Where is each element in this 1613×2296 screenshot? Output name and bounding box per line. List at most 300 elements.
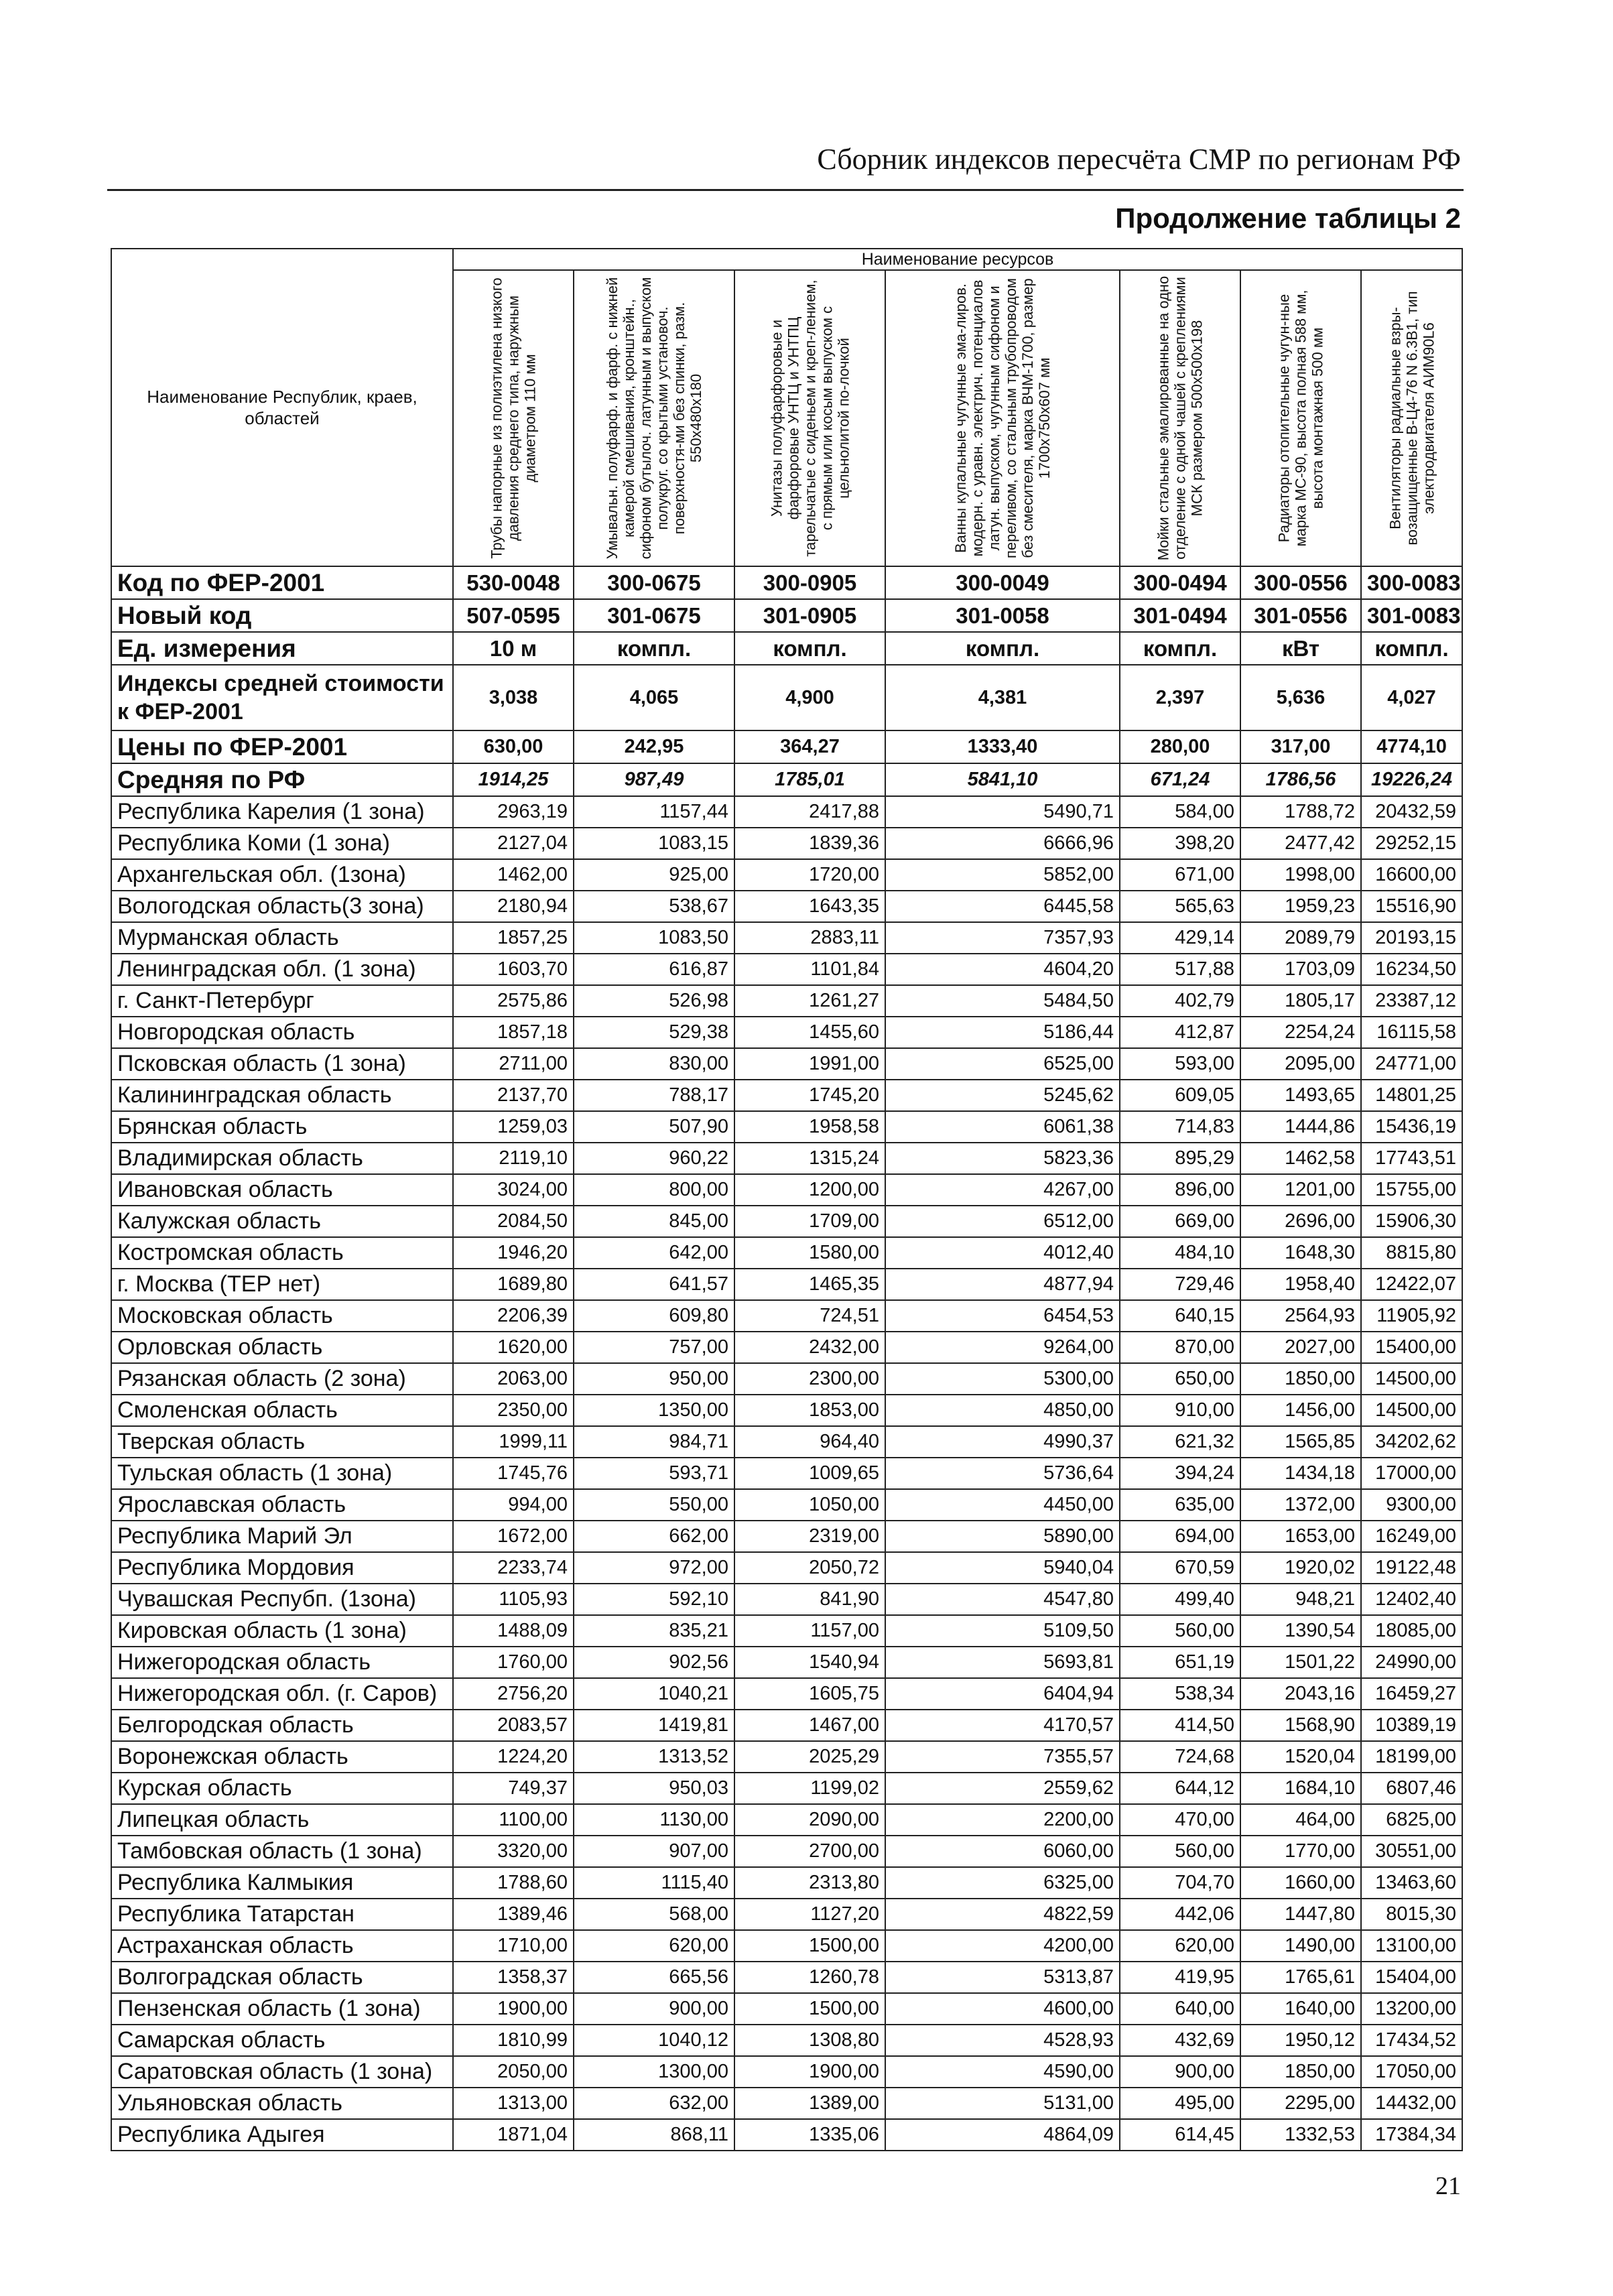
table-cell: 1709,00 bbox=[734, 1206, 885, 1237]
table-cell: 1745,20 bbox=[734, 1080, 885, 1111]
region-name: Рязанская область (2 зона) bbox=[111, 1363, 453, 1395]
table-cell: 5245,62 bbox=[885, 1080, 1120, 1111]
table-cell: 1788,60 bbox=[453, 1867, 574, 1899]
unit-row bbox=[111, 632, 1462, 665]
table-cell: 704,70 bbox=[1120, 1867, 1240, 1899]
table-row bbox=[111, 796, 1462, 828]
table-cell: 1520,04 bbox=[1240, 1741, 1361, 1773]
table-cell: 1224,20 bbox=[453, 1741, 574, 1773]
table-cell: 2050,00 bbox=[453, 2056, 574, 2088]
table-cell: 584,00 bbox=[1120, 796, 1240, 828]
resource-column-header: Унитазы полуфарфоровые и фарфоровые УНТЦ и УНТПЦ тарельчатые с сиденьем и креп-лением, с прямым или косым выпуском с цельнолитой по-лочкой bbox=[734, 270, 885, 566]
table-cell: 14500,00 bbox=[1361, 1395, 1462, 1426]
table-row bbox=[111, 1080, 1462, 1111]
resource-column-header: Ванны купальные чугунные эма-лиров. модерн. с уравн. электрич. потенциалов латун. выпуском, чугунным сифоном и переливом, со стальным трубопроводом без смесителя, марка ВЧМ-1700, размер 1700х750х607 мм bbox=[885, 270, 1120, 566]
table-cell: 640,15 bbox=[1120, 1300, 1240, 1332]
table-cell: 2963,19 bbox=[453, 796, 574, 828]
table-cell: 1261,27 bbox=[734, 985, 885, 1017]
table-cell: 301-0494 bbox=[1120, 599, 1240, 632]
table-cell: 2696,00 bbox=[1240, 1206, 1361, 1237]
table-cell: 1462,58 bbox=[1240, 1143, 1361, 1174]
table-cell: 994,00 bbox=[453, 1489, 574, 1521]
table-cell: 1101,84 bbox=[734, 954, 885, 985]
table-cell: 662,00 bbox=[574, 1521, 734, 1552]
table-cell: 6825,00 bbox=[1361, 1804, 1462, 1836]
row-label: Цены по ФЕР-2001 bbox=[111, 730, 453, 763]
region-column-header: Наименование Республик, краев, областей bbox=[111, 249, 453, 566]
table-cell: 301-0905 bbox=[734, 599, 885, 632]
table-cell: 1710,00 bbox=[453, 1930, 574, 1962]
region-name: г. Санкт-Петербург bbox=[111, 985, 453, 1017]
region-name: Псковская область (1 зона) bbox=[111, 1048, 453, 1080]
table-cell: 419,95 bbox=[1120, 1962, 1240, 1993]
table-cell: 2564,93 bbox=[1240, 1300, 1361, 1332]
table-cell: 4528,93 bbox=[885, 2025, 1120, 2056]
table-cell: 2043,16 bbox=[1240, 1678, 1361, 1710]
region-name: Московская область bbox=[111, 1300, 453, 1332]
table-cell: 593,00 bbox=[1120, 1048, 1240, 1080]
table-cell: 5736,64 bbox=[885, 1458, 1120, 1489]
region-name: Воронежская область bbox=[111, 1741, 453, 1773]
table-cell: 20193,15 bbox=[1361, 922, 1462, 954]
table-cell: 15516,90 bbox=[1361, 891, 1462, 922]
table-row bbox=[111, 1836, 1462, 1867]
table-cell: 1959,23 bbox=[1240, 891, 1361, 922]
table-cell: 1648,30 bbox=[1240, 1237, 1361, 1269]
table-row bbox=[111, 1773, 1462, 1804]
table-cell: 1603,70 bbox=[453, 954, 574, 985]
table-cell: 1083,50 bbox=[574, 922, 734, 954]
table-cell: 1465,35 bbox=[734, 1269, 885, 1300]
region-name: Нижегородская область bbox=[111, 1647, 453, 1678]
table-cell: 757,00 bbox=[574, 1332, 734, 1363]
table-cell: 530-0048 bbox=[453, 566, 574, 599]
table-cell: 830,00 bbox=[574, 1048, 734, 1080]
table-cell: 6061,38 bbox=[885, 1111, 1120, 1143]
table-cell: 671,00 bbox=[1120, 859, 1240, 891]
table-cell: 4547,80 bbox=[885, 1584, 1120, 1615]
table-cell: 5693,81 bbox=[885, 1647, 1120, 1678]
table-cell: 1805,17 bbox=[1240, 985, 1361, 1017]
table-cell: 7357,93 bbox=[885, 922, 1120, 954]
table-cell: 800,00 bbox=[574, 1174, 734, 1206]
region-name: Ленинградская обл. (1 зона) bbox=[111, 954, 453, 985]
table-cell: 1810,99 bbox=[453, 2025, 574, 2056]
table-cell: 2254,24 bbox=[1240, 1017, 1361, 1048]
table-cell: 1853,00 bbox=[734, 1395, 885, 1426]
table-cell: 902,56 bbox=[574, 1647, 734, 1678]
table-cell: 5131,00 bbox=[885, 2088, 1120, 2119]
table-cell: 2083,57 bbox=[453, 1710, 574, 1741]
table-row bbox=[111, 1048, 1462, 1080]
table-cell: 641,57 bbox=[574, 1269, 734, 1300]
table-cell: 17000,00 bbox=[1361, 1458, 1462, 1489]
table-row bbox=[111, 828, 1462, 859]
table-cell: 1455,60 bbox=[734, 1017, 885, 1048]
table-cell: 3024,00 bbox=[453, 1174, 574, 1206]
table-row bbox=[111, 1111, 1462, 1143]
table-cell: 6404,94 bbox=[885, 1678, 1120, 1710]
table-row bbox=[111, 1017, 1462, 1048]
table-cell: 499,40 bbox=[1120, 1584, 1240, 1615]
table-cell: 1500,00 bbox=[734, 1993, 885, 2025]
fer-code-row bbox=[111, 566, 1462, 599]
region-name: Пензенская область (1 зона) bbox=[111, 1993, 453, 2025]
table-cell: 2025,29 bbox=[734, 1741, 885, 1773]
table-cell: 4877,94 bbox=[885, 1269, 1120, 1300]
table-cell: 242,95 bbox=[574, 730, 734, 763]
table-cell: 14500,00 bbox=[1361, 1363, 1462, 1395]
table-cell: 1580,00 bbox=[734, 1237, 885, 1269]
table-cell: 34202,62 bbox=[1361, 1426, 1462, 1458]
table-cell: 1456,00 bbox=[1240, 1395, 1361, 1426]
table-cell: 1390,54 bbox=[1240, 1615, 1361, 1647]
table-cell: 609,80 bbox=[574, 1300, 734, 1332]
table-cell: 1785,01 bbox=[734, 763, 885, 796]
table-row bbox=[111, 1143, 1462, 1174]
table-cell: 5484,50 bbox=[885, 985, 1120, 1017]
table-cell: 2137,70 bbox=[453, 1080, 574, 1111]
table-cell: 964,40 bbox=[734, 1426, 885, 1458]
table-cell: 8015,30 bbox=[1361, 1899, 1462, 1930]
table-cell: 1372,00 bbox=[1240, 1489, 1361, 1521]
table-cell: 15906,30 bbox=[1361, 1206, 1462, 1237]
table-cell: 4590,00 bbox=[885, 2056, 1120, 2088]
table-cell: 669,00 bbox=[1120, 1206, 1240, 1237]
table-cell: 16115,58 bbox=[1361, 1017, 1462, 1048]
table-cell: 13463,60 bbox=[1361, 1867, 1462, 1899]
table-cell: 1040,21 bbox=[574, 1678, 734, 1710]
region-name: Саратовская область (1 зона) bbox=[111, 2056, 453, 2088]
table-cell: 1653,00 bbox=[1240, 1521, 1361, 1552]
table-cell: 2432,00 bbox=[734, 1332, 885, 1363]
table-cell: 1999,11 bbox=[453, 1426, 574, 1458]
table-cell: 2027,00 bbox=[1240, 1332, 1361, 1363]
table-cell: 19122,48 bbox=[1361, 1552, 1462, 1584]
table-cell: 5841,10 bbox=[885, 763, 1120, 796]
table-cell: 2477,42 bbox=[1240, 828, 1361, 859]
region-name: Ярославская область bbox=[111, 1489, 453, 1521]
table-cell: 301-0556 bbox=[1240, 599, 1361, 632]
table-cell: 4864,09 bbox=[885, 2119, 1120, 2151]
table-cell: 4012,40 bbox=[885, 1237, 1120, 1269]
table-cell: 464,00 bbox=[1240, 1804, 1361, 1836]
region-name: Ульяновская область bbox=[111, 2088, 453, 2119]
table-cell: 1745,76 bbox=[453, 1458, 574, 1489]
table-cell: 6525,00 bbox=[885, 1048, 1120, 1080]
header-divider bbox=[107, 189, 1464, 191]
region-name: Архангельская обл. (1зона) bbox=[111, 859, 453, 891]
table-cell: 2206,39 bbox=[453, 1300, 574, 1332]
table-cell: 984,71 bbox=[574, 1426, 734, 1458]
table-cell: 749,37 bbox=[453, 1773, 574, 1804]
table-continuation-label: Продолжение таблицы 2 bbox=[1115, 202, 1461, 234]
table-cell: 538,67 bbox=[574, 891, 734, 922]
table-cell: 2,397 bbox=[1120, 665, 1240, 730]
table-cell: 1493,65 bbox=[1240, 1080, 1361, 1111]
table-cell: 517,88 bbox=[1120, 954, 1240, 985]
table-row bbox=[111, 2056, 1462, 2088]
resource-column-header: Умывальн. полуфарф. и фарф. с нижней камерой смешивания, кронштейн., сифоном бутылоч. латунным и выпуском полукруг. со крытыми установоч. поверхностя-ми без спинки, разм. 550х480х180 bbox=[574, 270, 734, 566]
table-cell: 2180,94 bbox=[453, 891, 574, 922]
table-cell: 2089,79 bbox=[1240, 922, 1361, 954]
table-cell: 394,24 bbox=[1120, 1458, 1240, 1489]
table-cell: 2095,00 bbox=[1240, 1048, 1361, 1080]
table-cell: 1200,00 bbox=[734, 1174, 885, 1206]
table-cell: 1315,24 bbox=[734, 1143, 885, 1174]
table-cell: 300-0905 bbox=[734, 566, 885, 599]
table-cell: 5940,04 bbox=[885, 1552, 1120, 1584]
table-cell: 950,03 bbox=[574, 1773, 734, 1804]
table-cell: 6666,96 bbox=[885, 828, 1120, 859]
table-cell: 1991,00 bbox=[734, 1048, 885, 1080]
region-name: Астраханская область bbox=[111, 1930, 453, 1962]
table-cell: 300-0675 bbox=[574, 566, 734, 599]
table-cell: 16249,00 bbox=[1361, 1521, 1462, 1552]
table-cell: компл. bbox=[734, 632, 885, 665]
table-cell: 507-0595 bbox=[453, 599, 574, 632]
table-cell: 414,50 bbox=[1120, 1710, 1240, 1741]
average-row bbox=[111, 763, 1462, 796]
table-row bbox=[111, 954, 1462, 985]
table-cell: 4267,00 bbox=[885, 1174, 1120, 1206]
table-cell: 1501,22 bbox=[1240, 1647, 1361, 1678]
table-cell: 592,10 bbox=[574, 1584, 734, 1615]
table-cell: 1105,93 bbox=[453, 1584, 574, 1615]
table-cell: 2313,80 bbox=[734, 1867, 885, 1899]
region-name: Республика Марий Эл bbox=[111, 1521, 453, 1552]
table-cell: 2417,88 bbox=[734, 796, 885, 828]
table-cell: 1760,00 bbox=[453, 1647, 574, 1678]
table-cell: 1857,25 bbox=[453, 922, 574, 954]
table-cell: 1857,18 bbox=[453, 1017, 574, 1048]
resource-column-header: Радиаторы отопительные чугун-ные марка МС-90, высота полная 588 мм, высота монтажная 500 мм bbox=[1240, 270, 1361, 566]
region-name: Смоленская область bbox=[111, 1395, 453, 1426]
region-name: г. Москва (ТЕР нет) bbox=[111, 1269, 453, 1300]
table-cell: 1672,00 bbox=[453, 1521, 574, 1552]
table-cell: 950,00 bbox=[574, 1363, 734, 1395]
table-cell: 15404,00 bbox=[1361, 1962, 1462, 1993]
table-cell: 568,00 bbox=[574, 1899, 734, 1930]
resource-column-header: Вентиляторы радиальные взры-возащищенные В-Ц4-76 N 6.3В1, тип электродвигателя АИМ90L6 bbox=[1361, 270, 1462, 566]
table-cell: 529,38 bbox=[574, 1017, 734, 1048]
table-cell: 507,90 bbox=[574, 1111, 734, 1143]
table-cell: 1157,00 bbox=[734, 1615, 885, 1647]
table-cell: 24990,00 bbox=[1361, 1647, 1462, 1678]
table-cell: 2063,00 bbox=[453, 1363, 574, 1395]
region-name: Костромская область bbox=[111, 1237, 453, 1269]
table-cell: 1770,00 bbox=[1240, 1836, 1361, 1867]
table-cell: 948,21 bbox=[1240, 1584, 1361, 1615]
table-cell: 1605,75 bbox=[734, 1678, 885, 1710]
table-cell: 442,06 bbox=[1120, 1899, 1240, 1930]
table-cell: 1490,00 bbox=[1240, 1930, 1361, 1962]
region-name: Республика Калмыкия bbox=[111, 1867, 453, 1899]
table-cell: 11905,92 bbox=[1361, 1300, 1462, 1332]
table-cell: 1920,02 bbox=[1240, 1552, 1361, 1584]
table-cell: 4850,00 bbox=[885, 1395, 1120, 1426]
region-name: Республика Адыгея bbox=[111, 2119, 453, 2151]
table-cell: 2319,00 bbox=[734, 1521, 885, 1552]
region-name: Волгоградская область bbox=[111, 1962, 453, 1993]
region-name: Курская область bbox=[111, 1773, 453, 1804]
table-cell: 1199,02 bbox=[734, 1773, 885, 1804]
table-cell: 1900,00 bbox=[453, 1993, 574, 2025]
table-cell: 3,038 bbox=[453, 665, 574, 730]
table-row bbox=[111, 1899, 1462, 1930]
table-cell: 2756,20 bbox=[453, 1678, 574, 1710]
table-cell: 632,00 bbox=[574, 2088, 734, 2119]
table-cell: 1950,12 bbox=[1240, 2025, 1361, 2056]
table-cell: 2200,00 bbox=[885, 1804, 1120, 1836]
table-cell: 4450,00 bbox=[885, 1489, 1120, 1521]
table-cell: 2883,11 bbox=[734, 922, 885, 954]
table-cell: 835,21 bbox=[574, 1615, 734, 1647]
table-row bbox=[111, 2119, 1462, 2151]
resources-header: Наименование ресурсов bbox=[453, 249, 1462, 270]
table-cell: 620,00 bbox=[574, 1930, 734, 1962]
table-cell: 900,00 bbox=[1120, 2056, 1240, 2088]
table-cell: 671,24 bbox=[1120, 763, 1240, 796]
table-cell: 635,00 bbox=[1120, 1489, 1240, 1521]
region-name: Республика Карелия (1 зона) bbox=[111, 796, 453, 828]
table-cell: 1332,53 bbox=[1240, 2119, 1361, 2151]
table-cell: 2119,10 bbox=[453, 1143, 574, 1174]
table-row bbox=[111, 859, 1462, 891]
table-cell: 614,45 bbox=[1120, 2119, 1240, 2151]
table-row bbox=[111, 1237, 1462, 1269]
region-name: Калининградская область bbox=[111, 1080, 453, 1111]
table-cell: 4200,00 bbox=[885, 1930, 1120, 1962]
table-row bbox=[111, 1867, 1462, 1899]
table-cell: 18085,00 bbox=[1361, 1615, 1462, 1647]
table-cell: 972,00 bbox=[574, 1552, 734, 1584]
table-row bbox=[111, 1363, 1462, 1395]
resource-column-header: Мойки стальные эмалированные на одно отделение с одной чашей с креплениями МСК размером 500х500х198 bbox=[1120, 270, 1240, 566]
table-cell: 650,00 bbox=[1120, 1363, 1240, 1395]
row-label: Средняя по РФ bbox=[111, 763, 453, 796]
table-cell: 1462,00 bbox=[453, 859, 574, 891]
table-cell: 1643,35 bbox=[734, 891, 885, 922]
table-cell: 12422,07 bbox=[1361, 1269, 1462, 1300]
table-cell: 470,00 bbox=[1120, 1804, 1240, 1836]
table-cell: 6445,58 bbox=[885, 891, 1120, 922]
table-row bbox=[111, 1584, 1462, 1615]
table-cell: 4604,20 bbox=[885, 954, 1120, 985]
index-row bbox=[111, 665, 1462, 730]
table-cell: 841,90 bbox=[734, 1584, 885, 1615]
table-row bbox=[111, 1678, 1462, 1710]
table-cell: 1765,61 bbox=[1240, 1962, 1361, 1993]
table-cell: 1419,81 bbox=[574, 1710, 734, 1741]
table-cell: 4822,59 bbox=[885, 1899, 1120, 1930]
table-cell: 642,00 bbox=[574, 1237, 734, 1269]
row-label: Индексы средней стоимости к ФЕР-2001 bbox=[111, 665, 453, 730]
table-row bbox=[111, 2088, 1462, 2119]
table-cell: 620,00 bbox=[1120, 1930, 1240, 1962]
table-cell: 1127,20 bbox=[734, 1899, 885, 1930]
region-name: Тверская область bbox=[111, 1426, 453, 1458]
table-cell: 24771,00 bbox=[1361, 1048, 1462, 1080]
table-row bbox=[111, 1426, 1462, 1458]
table-cell: 5852,00 bbox=[885, 859, 1120, 891]
table-cell: 1100,00 bbox=[453, 1804, 574, 1836]
region-name: Мурманская область bbox=[111, 922, 453, 954]
table-cell: 560,00 bbox=[1120, 1615, 1240, 1647]
table-cell: 6060,00 bbox=[885, 1836, 1120, 1867]
region-name: Ивановская область bbox=[111, 1174, 453, 1206]
table-cell: 1850,00 bbox=[1240, 2056, 1361, 2088]
table-row bbox=[111, 1962, 1462, 1993]
region-name: Брянская область bbox=[111, 1111, 453, 1143]
table-cell: 714,83 bbox=[1120, 1111, 1240, 1143]
table-cell: 621,32 bbox=[1120, 1426, 1240, 1458]
table-cell: 1313,00 bbox=[453, 2088, 574, 2119]
table-cell: 960,22 bbox=[574, 1143, 734, 1174]
table-cell: 2700,00 bbox=[734, 1836, 885, 1867]
table-cell: 30551,00 bbox=[1361, 1836, 1462, 1867]
table-row bbox=[111, 1804, 1462, 1836]
table-cell: 4,900 bbox=[734, 665, 885, 730]
table-cell: 1500,00 bbox=[734, 1930, 885, 1962]
table-cell: 2050,72 bbox=[734, 1552, 885, 1584]
table-cell: 5109,50 bbox=[885, 1615, 1120, 1647]
table-cell: 5,636 bbox=[1240, 665, 1361, 730]
table-cell: 1900,00 bbox=[734, 2056, 885, 2088]
table-cell: 15400,00 bbox=[1361, 1332, 1462, 1363]
table-cell: 1130,00 bbox=[574, 1804, 734, 1836]
table-row bbox=[111, 922, 1462, 954]
table-cell: 1157,44 bbox=[574, 796, 734, 828]
table-cell: 2350,00 bbox=[453, 1395, 574, 1426]
table-cell: 300-0083 bbox=[1361, 566, 1462, 599]
table-cell: 1788,72 bbox=[1240, 796, 1361, 828]
table-cell: 1720,00 bbox=[734, 859, 885, 891]
table-cell: компл. bbox=[574, 632, 734, 665]
table-cell: 2559,62 bbox=[885, 1773, 1120, 1804]
table-cell: 301-0058 bbox=[885, 599, 1120, 632]
table-cell: 8815,80 bbox=[1361, 1237, 1462, 1269]
table-cell: 300-0049 bbox=[885, 566, 1120, 599]
region-name: Республика Татарстан bbox=[111, 1899, 453, 1930]
table-cell: 2127,04 bbox=[453, 828, 574, 859]
table-cell: 729,46 bbox=[1120, 1269, 1240, 1300]
table-row bbox=[111, 1647, 1462, 1678]
table-row bbox=[111, 985, 1462, 1017]
table-cell: 2711,00 bbox=[453, 1048, 574, 1080]
table-cell: 23387,12 bbox=[1361, 985, 1462, 1017]
table-cell: 640,00 bbox=[1120, 1993, 1240, 2025]
table-cell: 317,00 bbox=[1240, 730, 1361, 763]
table-cell: 1313,52 bbox=[574, 1741, 734, 1773]
table-cell: 1998,00 bbox=[1240, 859, 1361, 891]
table-row bbox=[111, 1993, 1462, 2025]
table-cell: 1350,00 bbox=[574, 1395, 734, 1426]
table-cell: 1444,86 bbox=[1240, 1111, 1361, 1143]
table-cell: 15755,00 bbox=[1361, 1174, 1462, 1206]
table-cell: 1839,36 bbox=[734, 828, 885, 859]
table-cell: 1389,46 bbox=[453, 1899, 574, 1930]
regional-index-table bbox=[111, 248, 1463, 2151]
table-row bbox=[111, 1269, 1462, 1300]
table-cell: 1050,00 bbox=[734, 1489, 885, 1521]
region-name: Республика Коми (1 зона) bbox=[111, 828, 453, 859]
region-name: Вологодская область(3 зона) bbox=[111, 891, 453, 922]
table-cell: 4,065 bbox=[574, 665, 734, 730]
row-label: Ед. измерения bbox=[111, 632, 453, 665]
table-cell: 13200,00 bbox=[1361, 1993, 1462, 2025]
table-cell: 14801,25 bbox=[1361, 1080, 1462, 1111]
